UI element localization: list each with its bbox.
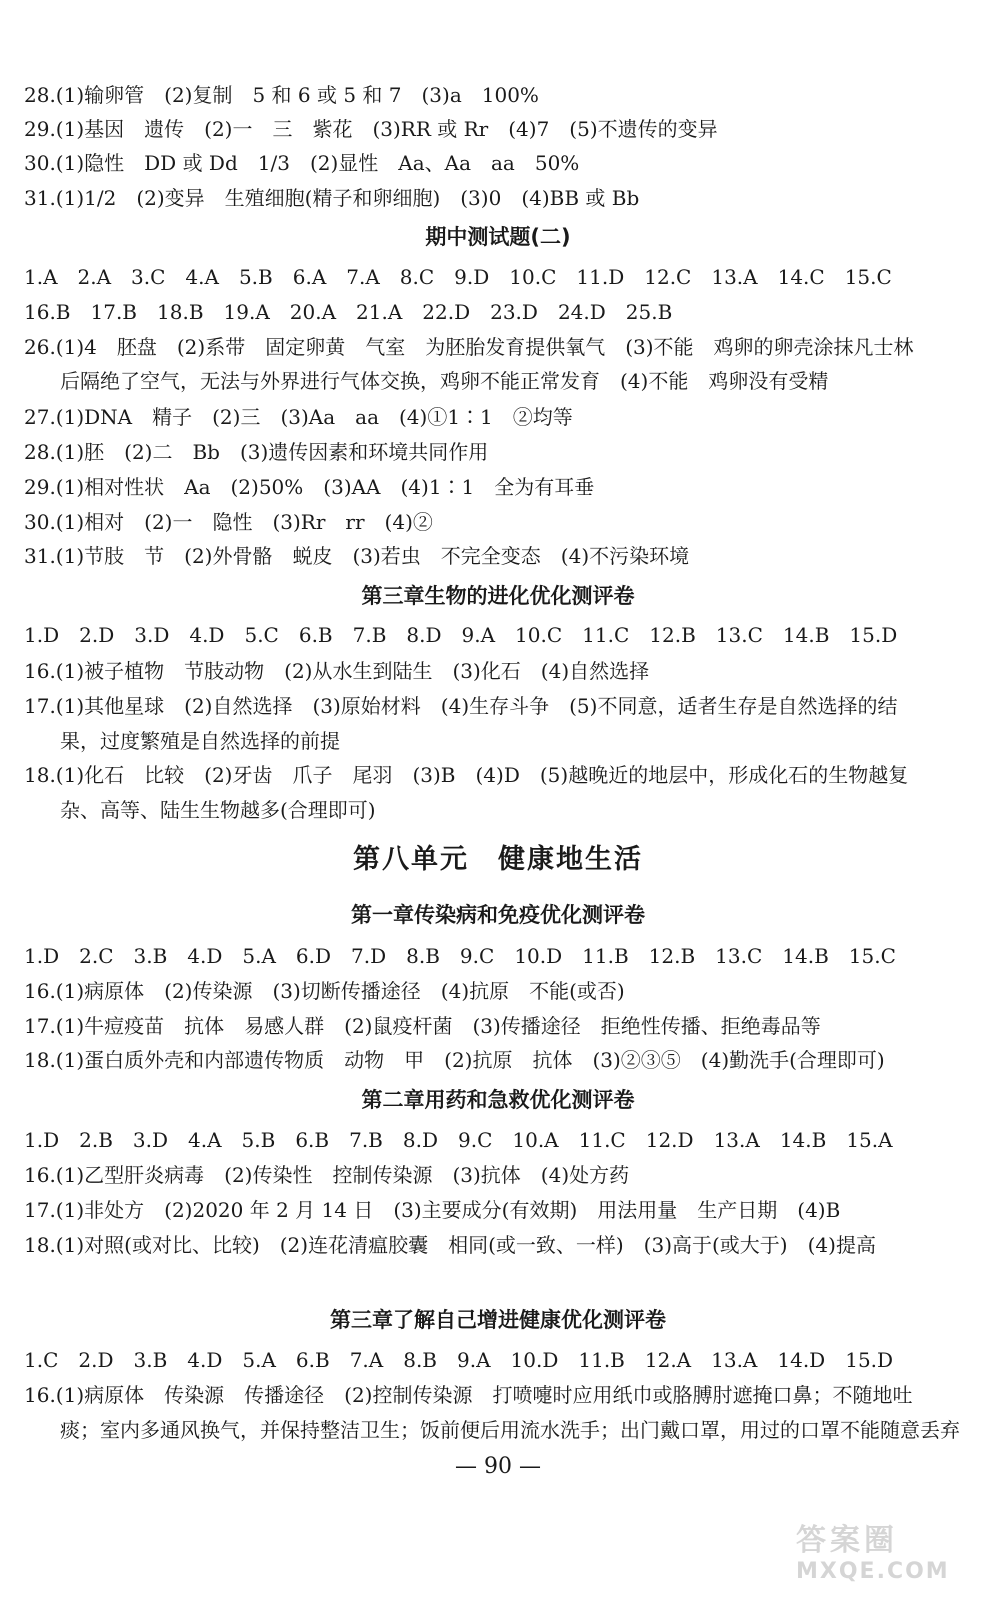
answer-line: 16.B 17.B 18.B 19.A 20.A 21.A 22.D 23.D 24.D 25.B — [24, 300, 673, 324]
answer-line-continued: 果，过度繁殖是自然选择的前提 — [60, 729, 340, 753]
answer-line: 28.(1)胚 (2)二 Bb (3)遗传因素和环境共同作用 — [24, 440, 489, 464]
unit-title: 第八单元 健康地生活 — [353, 844, 643, 875]
answer-line-continued: 杂、高等、陆生生物越多(合理即可) — [60, 798, 376, 822]
answer-line: 27.(1)DNA 精子 (2)三 (3)Aa aa (4)①1∶1 ②均等 — [24, 405, 573, 429]
answer-line: 30.(1)相对 (2)一 隐性 (3)Rr rr (4)② — [24, 510, 433, 534]
watermark-url: MXQE.COM — [796, 1559, 950, 1584]
answer-line: 1.D 2.D 3.D 4.D 5.C 6.B 7.B 8.D 9.A 10.C 11.C 12.B 13.C 14.B 15.D — [24, 623, 898, 647]
section-title-chapter3: 第三章了解自己增进健康优化测评卷 — [330, 1308, 666, 1332]
answer-line: 1.D 2.B 3.D 4.A 5.B 6.B 7.B 8.D 9.C 10.A 11.C 12.D 13.A 14.B 15.A — [24, 1128, 893, 1152]
answer-line: 1.C 2.D 3.B 4.D 5.A 6.B 7.A 8.B 9.A 10.D 11.B 12.A 13.A 14.D 15.D — [24, 1348, 894, 1372]
section-title-chapter2: 第二章用药和急救优化测评卷 — [361, 1088, 635, 1112]
section-title-midterm: 期中测试题(二) — [425, 225, 571, 249]
answer-line: 1.D 2.C 3.B 4.D 5.A 6.D 7.D 8.B 9.C 10.D 11.B 12.B 13.C 14.B 15.C — [24, 944, 896, 968]
answer-line: 29.(1)相对性状 Aa (2)50% (3)AA (4)1∶1 全为有耳垂 — [24, 475, 595, 499]
answer-line: 28.(1)输卵管 (2)复制 5 和 6 或 5 和 7 (3)a 100% — [24, 83, 539, 107]
answer-line: 17.(1)其他星球 (2)自然选择 (3)原始材料 (4)生存斗争 (5)不同意，适者生存是自然选择的结 — [24, 694, 898, 718]
section-title-chapter1: 第一章传染病和免疫优化测评卷 — [351, 903, 645, 927]
answer-line: 31.(1)1/2 (2)变异 生殖细胞(精子和卵细胞) (3)0 (4)BB 或 Bb — [24, 186, 640, 210]
page-number: — 90 — — [455, 1454, 541, 1479]
answer-line: 17.(1)牛痘疫苗 抗体 易感人群 (2)鼠疫杆菌 (3)传播途径 拒绝性传播、拒绝毒品等 — [24, 1014, 821, 1038]
answer-line: 18.(1)蛋白质外壳和内部遗传物质 动物 甲 (2)抗原 抗体 (3)②③⑤ (4)勤洗手(合理即可) — [24, 1048, 885, 1072]
answer-line: 16.(1)病原体 传染源 传播途径 (2)控制传染源 打喷嚏时应用纸巾或胳膊肘遮掩口鼻；不随地吐 — [24, 1383, 913, 1407]
answer-line-continued: 痰；室内多通风换气，并保持整洁卫生；饭前便后用流水洗手；出门戴口罩，用过的口罩不能随意丢弃 — [60, 1418, 960, 1442]
answer-line: 30.(1)隐性 DD 或 Dd 1/3 (2)显性 Aa、Aa aa 50% — [24, 151, 580, 175]
answer-line: 26.(1)4 胚盘 (2)系带 固定卵黄 气室 为胚胎发育提供氧气 (3)不能 鸡卵的卵壳涂抹凡士林 — [24, 335, 914, 359]
answer-line: 16.(1)病原体 (2)传染源 (3)切断传播途径 (4)抗原 不能(或否) — [24, 979, 625, 1003]
answer-line: 31.(1)节肢 节 (2)外骨骼 蜕皮 (3)若虫 不完全变态 (4)不污染环境 — [24, 544, 690, 568]
watermark-logo — [796, 1515, 976, 1585]
answer-line-continued: 后隔绝了空气，无法与外界进行气体交换，鸡卵不能正常发育 (4)不能 鸡卵没有受精 — [60, 369, 829, 393]
answer-line: 29.(1)基因 遗传 (2)一 三 紫花 (3)RR 或 Rr (4)7 (5)不遗传的变异 — [24, 117, 718, 141]
section-title-evolution: 第三章生物的进化优化测评卷 — [361, 584, 635, 608]
answer-line: 17.(1)非处方 (2)2020 年 2 月 14 日 (3)主要成分(有效期) 用法用量 生产日期 (4)B — [24, 1198, 841, 1222]
watermark-text: 答案圈 — [796, 1523, 898, 1558]
answer-line: 16.(1)被子植物 节肢动物 (2)从水生到陆生 (3)化石 (4)自然选择 — [24, 659, 650, 683]
answer-line: 16.(1)乙型肝炎病毒 (2)传染性 控制传染源 (3)抗体 (4)处方药 — [24, 1163, 630, 1187]
answer-line: 18.(1)对照(或对比、比较) (2)连花清瘟胶囊 相同(或一致、一样) (3)高于(或大于) (4)提高 — [24, 1233, 876, 1257]
answer-line: 1.A 2.A 3.C 4.A 5.B 6.A 7.A 8.C 9.D 10.C 11.D 12.C 13.A 14.C 15.C — [24, 265, 892, 289]
answer-line: 18.(1)化石 比较 (2)牙齿 爪子 尾羽 (3)B (4)D (5)越晚近的地层中，形成化石的生物越复 — [24, 763, 909, 787]
